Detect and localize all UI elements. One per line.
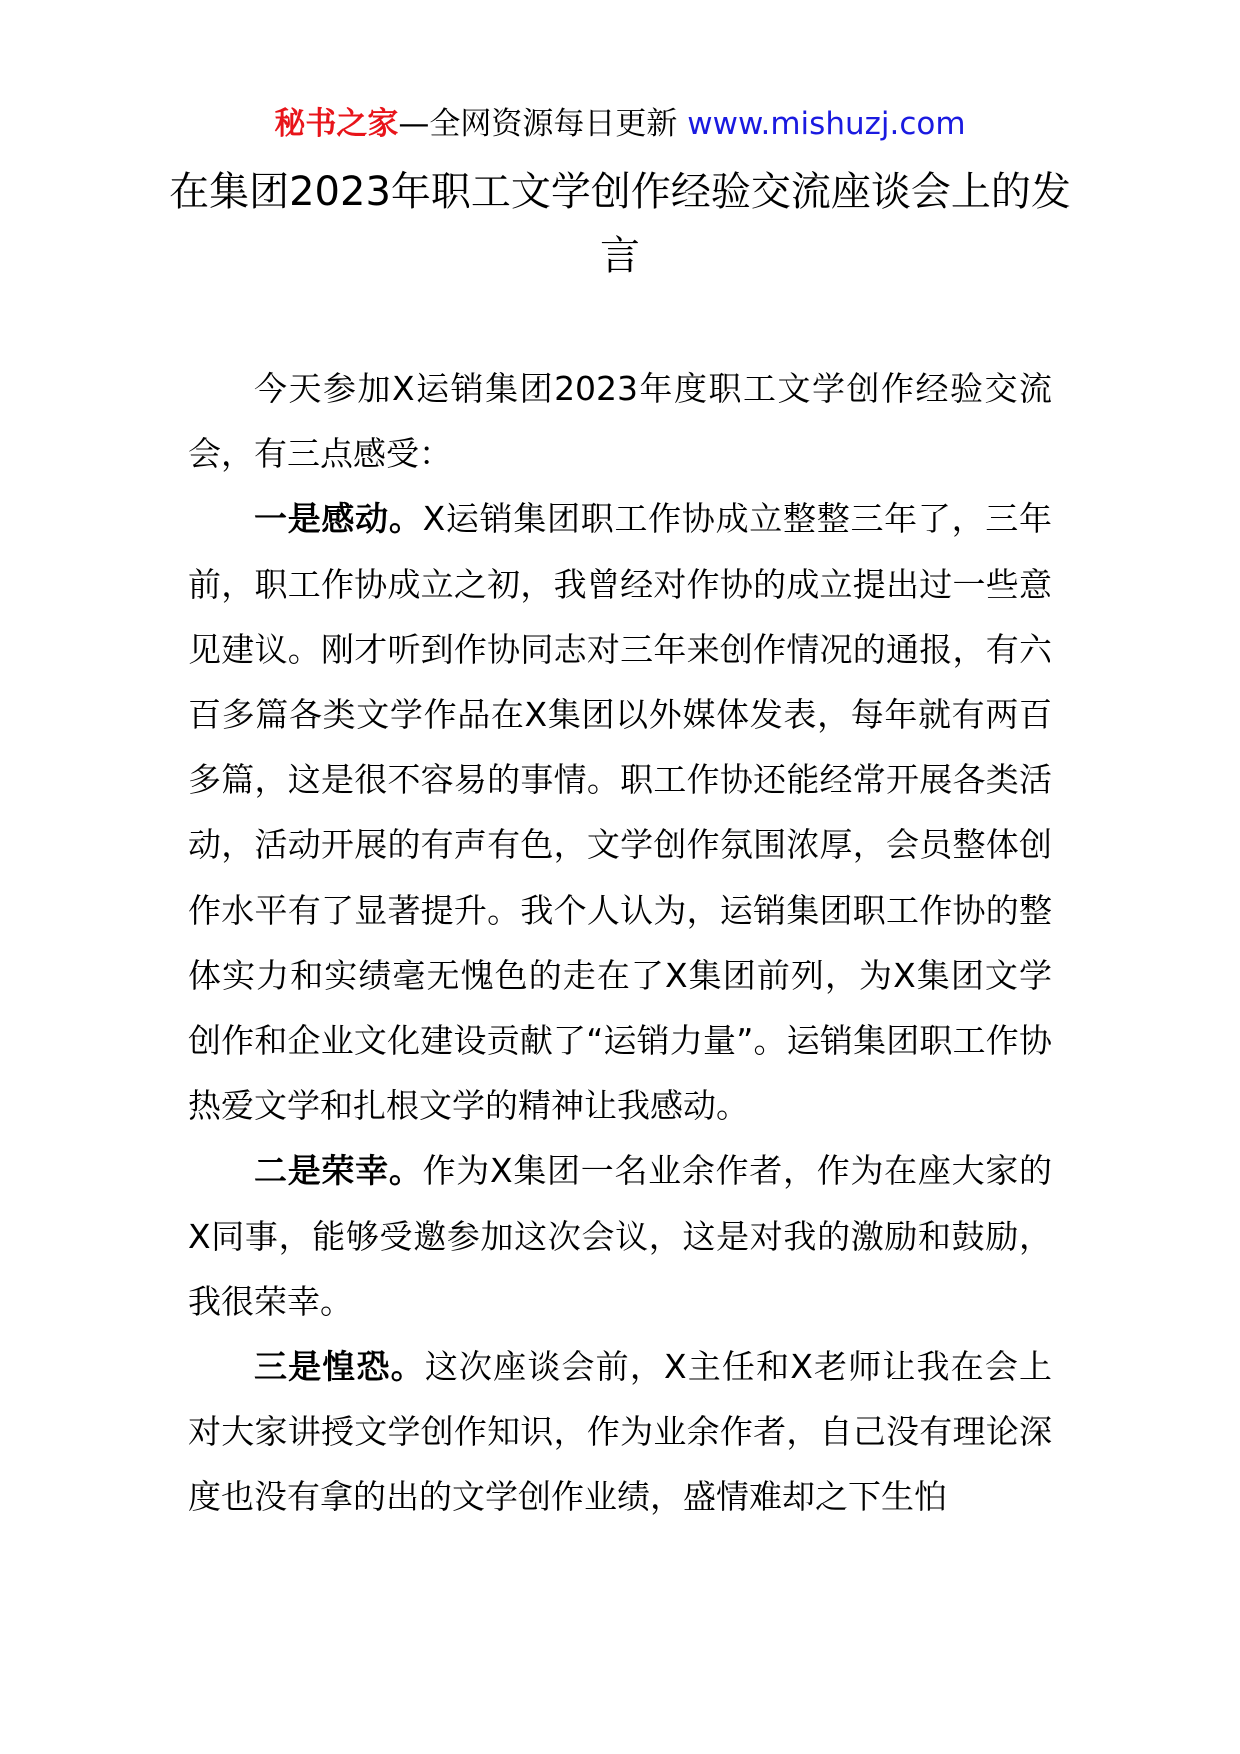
site-url-link[interactable]: www.mishuzj.com	[687, 106, 966, 142]
point-three-lead: 三是惶恐。	[254, 1347, 425, 1387]
point-two-lead: 二是荣幸。	[254, 1151, 423, 1191]
document-title: 在集团2023年职工文学创作经验交流座谈会上的发言	[169, 169, 1071, 279]
point-three-paragraph	[188, 1334, 1052, 1530]
point-two-paragraph	[188, 1138, 1052, 1334]
point-two-text: 作为X集团一名业余作者，作为在座大家的X同事，能够受邀参加这次会议，这是对我的激励和鼓励，我很荣幸。	[188, 1151, 1053, 1321]
document-body	[188, 356, 1052, 1530]
brand-name: 秘书之家	[274, 106, 399, 142]
point-one-text: X运销集团职工作协成立整整三年了，三年前，职工作协成立之初，我曾经对作协的成立提出过一些意见建议。刚才听到作协同志对三年来创作情况的通报，有六百多篇各类文学作品在X集团以外媒体发表，每年就有两百多篇，这是很不容易的事情。职工作协还能经常开展各类活动，活动开展的有声有色，文学创作氛围浓厚，会员整体创作水平有了显著提升。我个人认为，运销集团职工作协的整体实力和实绩毫无愧色的走在了X集团前列，为X集团文学创作和企业文化建设贡献了“运销力量”。运销集团职工作协热爱文学和扎根文学的精神让我感动。	[188, 499, 1053, 1126]
site-header	[0, 102, 1240, 146]
header-tagline: —全网资源每日更新	[398, 106, 678, 142]
point-one-lead: 一是感动。	[254, 499, 423, 539]
intro-paragraph: 今天参加X运销集团2023年度职工文学创作经验交流会，有三点感受：	[188, 369, 1052, 474]
point-one-paragraph	[188, 486, 1052, 1138]
point-three-text: 这次座谈会前，X主任和X老师让我在会上对大家讲授文学创作知识，作为业余作者，自己没有理论深度也没有拿的出的文学创作业绩，盛情难却之下生怕	[188, 1347, 1053, 1517]
